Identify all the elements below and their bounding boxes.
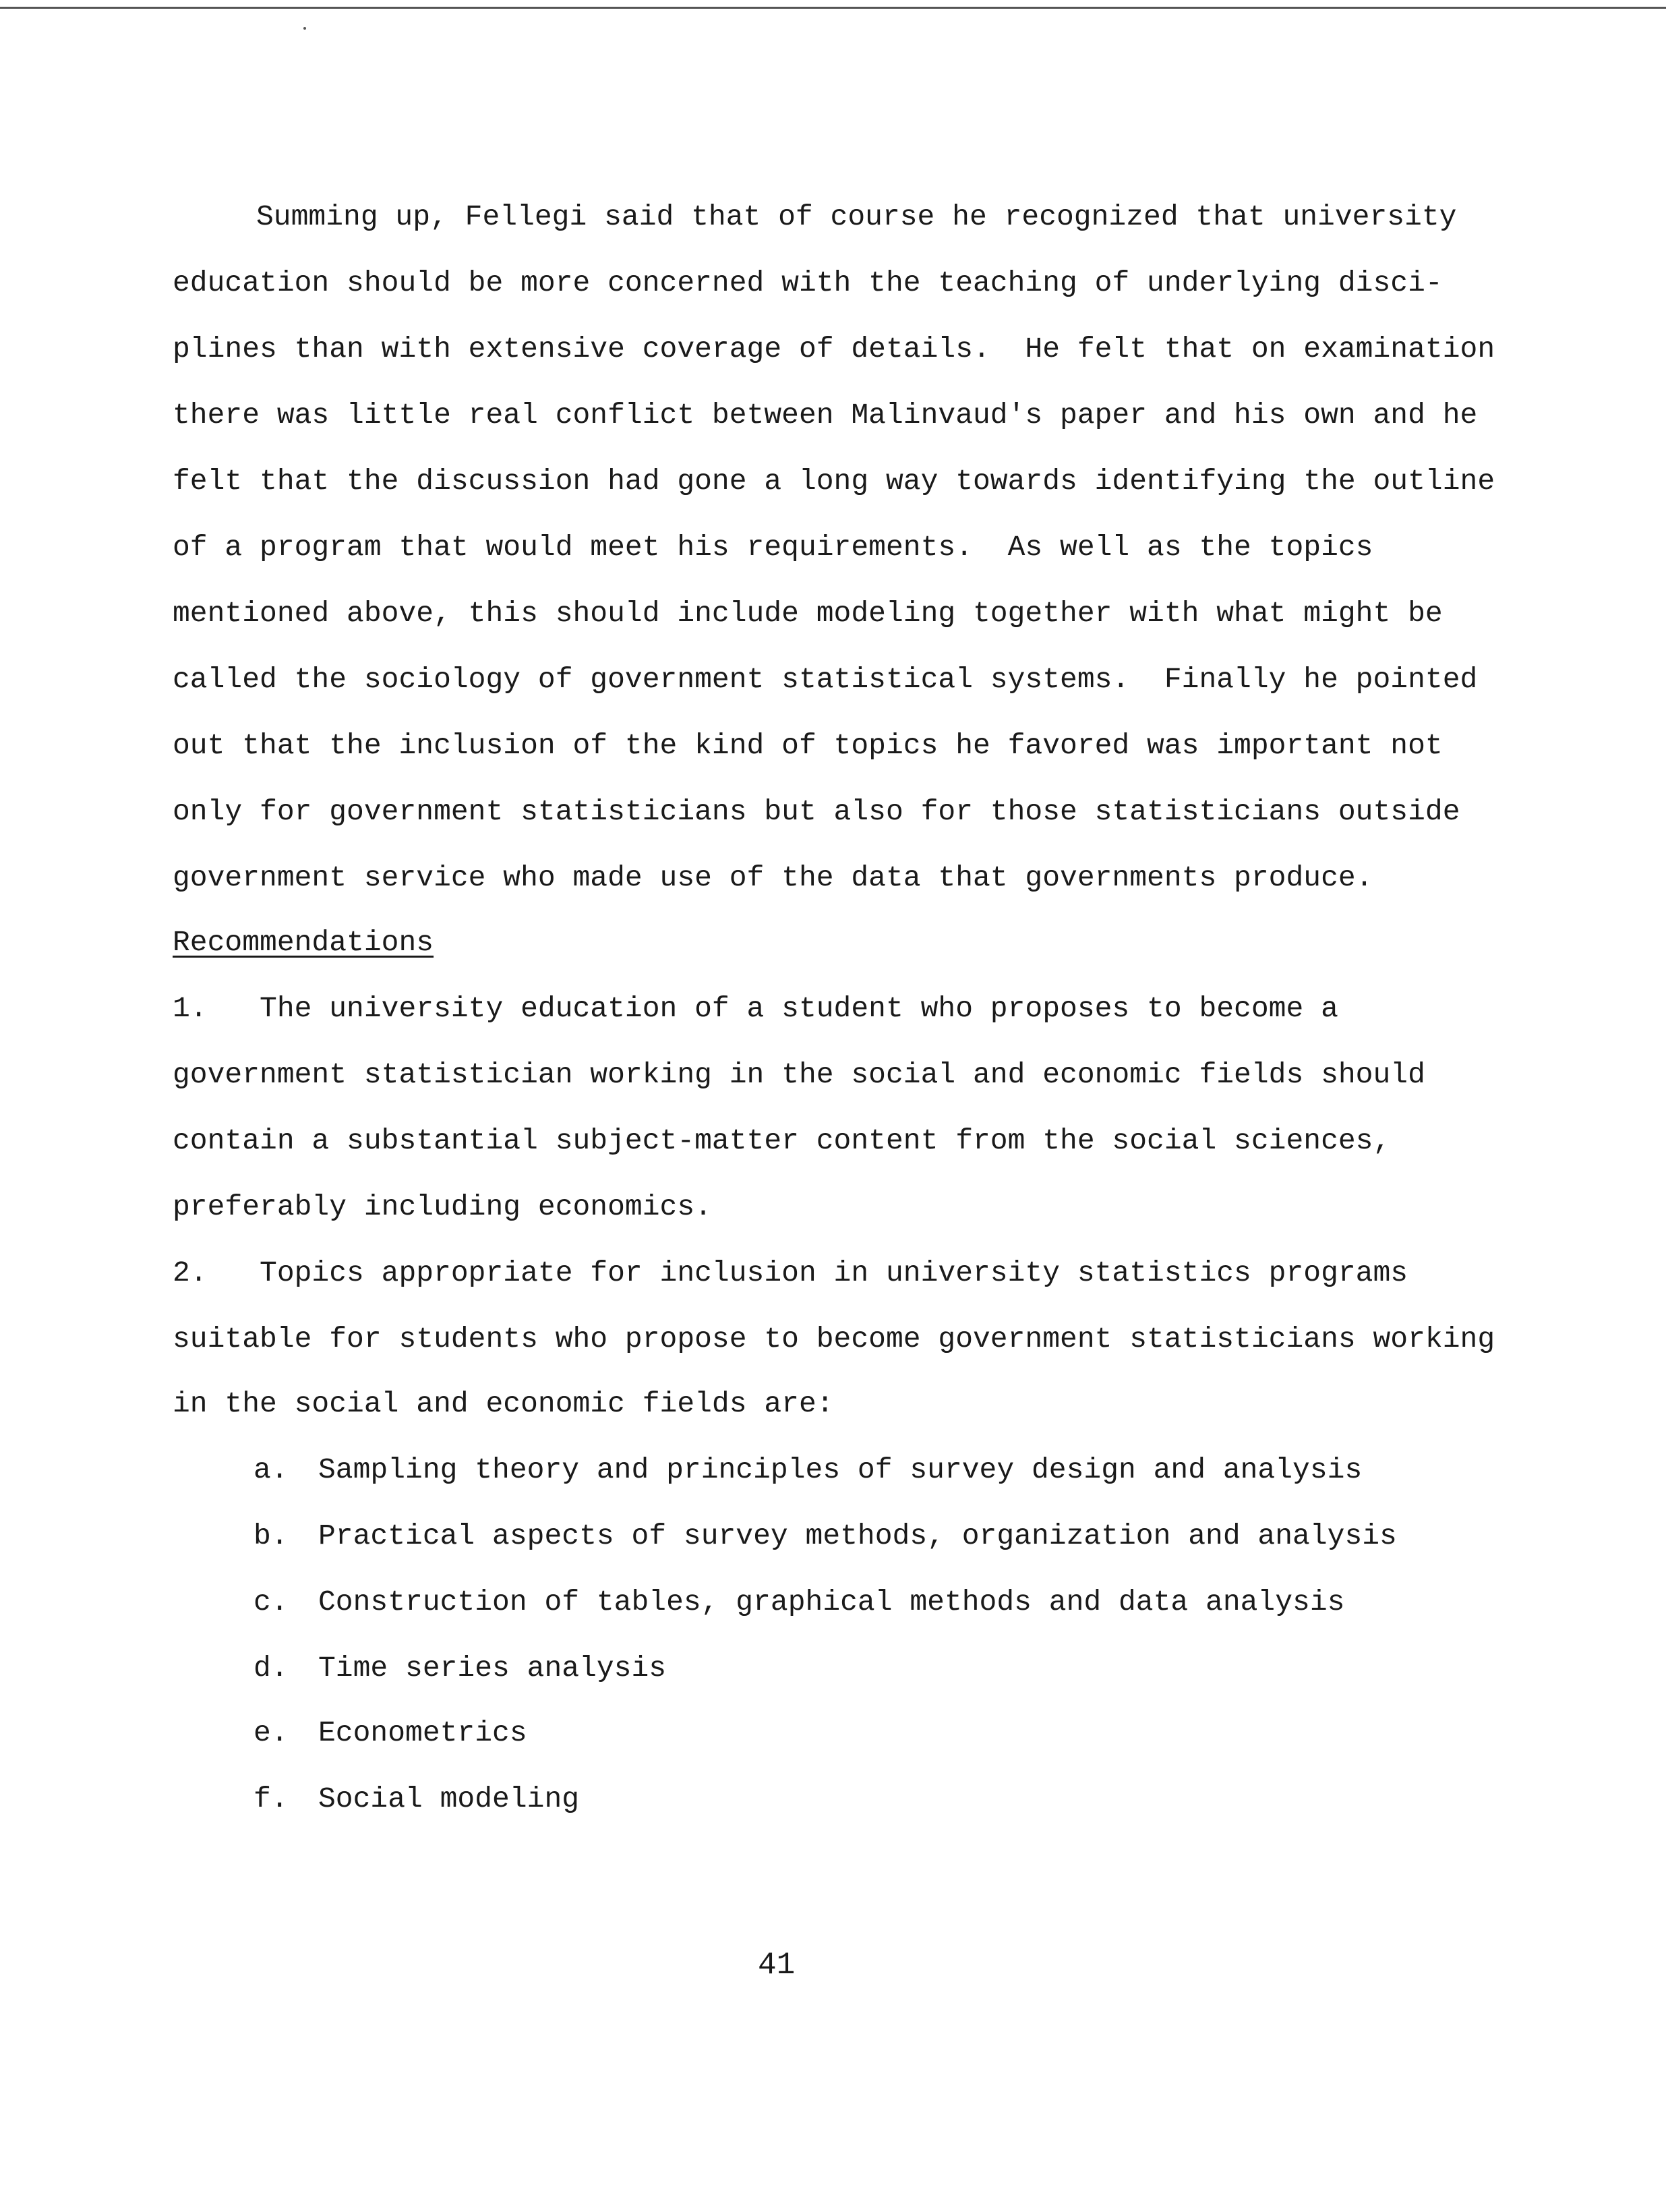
paragraph-line: mentioned above, this should include modeling together with what might be	[173, 597, 1443, 630]
paragraph-line: Summing up, Fellegi said that of course he recognized that university	[256, 200, 1457, 233]
recommendation-1-line: 1. The university education of a student who proposes to become a	[173, 992, 1338, 1025]
topic-item: Sampling theory and principles of survey design and analysis	[318, 1453, 1363, 1486]
page-number: 41	[758, 1948, 796, 1983]
topic-item: Practical aspects of survey methods, organization and analysis	[318, 1519, 1397, 1552]
paragraph-line: education should be more concerned with the teaching of underlying disci-	[173, 266, 1443, 299]
topic-letter: c.	[254, 1585, 289, 1619]
recommendation-2-line: 2. Topics appropriate for inclusion in university statistics programs	[173, 1256, 1408, 1289]
topic-letter: d.	[254, 1652, 289, 1685]
topic-item: Time series analysis	[318, 1652, 667, 1685]
recommendations-heading: Recommendations	[173, 926, 434, 959]
recommendation-1-line: preferably including economics.	[173, 1190, 712, 1223]
recommendation-2-line: suitable for students who propose to become government statisticians working	[173, 1322, 1495, 1356]
topic-letter: a.	[254, 1453, 289, 1486]
topic-letter: e.	[254, 1716, 289, 1749]
paragraph-line: of a program that would meet his requirements. As well as the topics	[173, 531, 1373, 564]
topic-item: Construction of tables, graphical methods and data analysis	[318, 1585, 1345, 1619]
paragraph-line: government service who made use of the data that governments produce.	[173, 861, 1373, 894]
paragraph-line: plines than with extensive coverage of details. He felt that on examination	[173, 332, 1495, 366]
topic-item: Social modeling	[318, 1782, 580, 1815]
topic-item: Econometrics	[318, 1716, 527, 1749]
paragraph-line: called the sociology of government statistical systems. Finally he pointed	[173, 663, 1478, 696]
paragraph-line: out that the inclusion of the kind of topics he favored was important not	[173, 729, 1443, 762]
top-rule	[0, 7, 1666, 9]
paragraph-line: there was little real conflict between Malinvaud's paper and his own and he	[173, 399, 1478, 432]
topic-letter: f.	[254, 1782, 289, 1815]
paragraph-line: only for government statisticians but also for those statisticians outside	[173, 795, 1460, 828]
scan-speck	[303, 27, 306, 30]
paragraph-line: felt that the discussion had gone a long way towards identifying the outline	[173, 465, 1495, 498]
recommendation-1-line: government statistician working in the social and economic fields should	[173, 1058, 1425, 1091]
topic-letter: b.	[254, 1519, 289, 1552]
recommendation-1-line: contain a substantial subject-matter content from the social sciences,	[173, 1124, 1391, 1157]
recommendation-2-line: in the social and economic fields are:	[173, 1387, 834, 1420]
